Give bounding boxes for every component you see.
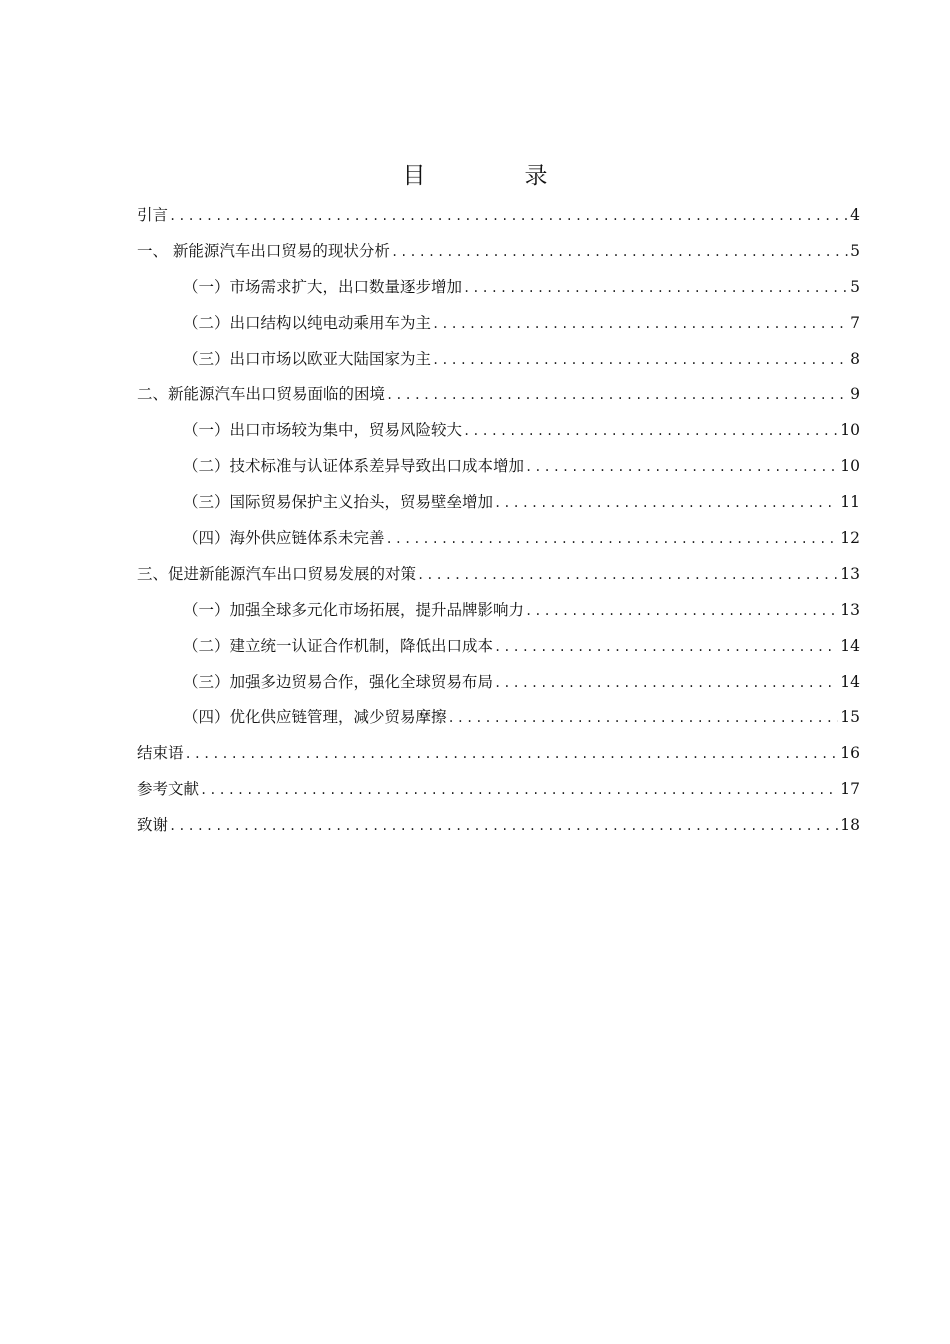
toc-entry[interactable] (137, 234, 860, 270)
toc-entry-page-number: 5 (850, 241, 860, 260)
toc-entry-page-number: 14 (840, 672, 860, 691)
toc-dot-leader (432, 343, 848, 379)
toc-entry-page-number: 10 (840, 421, 860, 440)
toc-dot-leader (448, 701, 839, 737)
toc-entry-page-number: 8 (850, 349, 860, 368)
toc-entry[interactable] (137, 377, 860, 413)
toc-entry-label: （三）加强多边贸易合作，强化全球贸易布局 (183, 672, 494, 691)
toc-entry[interactable] (137, 270, 860, 306)
toc-dot-leader (169, 199, 848, 235)
toc-entry-label: 引言 (137, 206, 169, 224)
toc-entry-label: （四）海外供应链体系未完善 (183, 529, 385, 548)
toc-dot-leader (463, 414, 838, 450)
toc-entry-page-number: 4 (850, 206, 860, 224)
toc-entry-page-number: 11 (840, 493, 860, 512)
toc-entry-label: 三、促进新能源汽车出口贸易发展的对策 (137, 564, 417, 583)
toc-dot-leader (417, 558, 838, 594)
toc-entry[interactable] (137, 198, 860, 234)
toc-dot-leader (525, 450, 838, 486)
toc-entry-label: （三）国际贸易保护主义抬头，贸易壁垒增加 (183, 493, 494, 512)
toc-entry-page-number: 17 (840, 780, 860, 799)
toc-entry-label: （三）出口市场以欧亚大陆国家为主 (183, 349, 432, 368)
toc-entry[interactable] (137, 306, 860, 342)
toc-entry-page-number: 9 (850, 385, 860, 404)
toc-entry-label: （一）加强全球多元化市场拓展，提升品牌影响力 (183, 600, 525, 619)
toc-entry-label: （二）技术标准与认证体系差异导致出口成本增加 (183, 457, 525, 476)
toc-dot-leader (185, 737, 839, 773)
toc-entry[interactable] (137, 665, 860, 701)
toc-entry-page-number: 5 (850, 277, 860, 296)
toc-entry[interactable] (137, 772, 860, 808)
toc-dot-leader (386, 378, 848, 414)
toc-entry[interactable] (137, 736, 860, 772)
toc-dot-leader (463, 271, 848, 307)
toc-entry[interactable] (137, 342, 860, 378)
toc-entry-label: （一）市场需求扩大，出口数量逐步增加 (183, 277, 463, 296)
toc-entry-label: 结束语 (137, 744, 184, 763)
page-title: 目 录 (402, 163, 586, 190)
toc-entry-page-number: 12 (840, 529, 860, 548)
toc-entry[interactable] (137, 593, 860, 629)
toc-entry[interactable] (137, 485, 860, 521)
toc-entry[interactable] (137, 449, 860, 485)
toc-entry-page-number: 13 (840, 600, 860, 619)
toc-dot-leader (494, 486, 838, 522)
toc-entry-label: （二）建立统一认证合作机制，降低出口成本 (183, 636, 494, 655)
toc-entry[interactable] (137, 521, 860, 557)
toc-dot-leader (525, 594, 838, 630)
toc-dot-leader (432, 307, 848, 343)
toc-entry[interactable] (137, 413, 860, 449)
toc-dot-leader (494, 666, 838, 702)
toc-dot-leader (391, 235, 848, 271)
toc-dot-leader (200, 773, 838, 809)
toc-entry[interactable] (137, 557, 860, 593)
toc-entry-label: 致谢 (137, 816, 169, 835)
toc-entry-page-number: 13 (840, 564, 860, 583)
toc-dot-leader (386, 522, 839, 558)
toc-entry-page-number: 16 (840, 744, 860, 763)
toc-entry-label: （二）出口结构以纯电动乘用车为主 (183, 313, 432, 332)
toc-entry-label: （四）优化供应链管理，减少贸易摩擦 (183, 708, 447, 727)
toc-entry-page-number: 15 (840, 708, 860, 727)
toc-entry-label: 二、新能源汽车出口贸易面临的困境 (137, 385, 386, 404)
table-of-contents (137, 198, 860, 844)
toc-entry[interactable] (137, 629, 860, 665)
toc-entry[interactable] (137, 808, 860, 844)
toc-entry-label: 一、 新能源汽车出口贸易的现状分析 (137, 241, 390, 260)
toc-entry-page-number: 18 (840, 816, 860, 835)
toc-entry-page-number: 7 (850, 313, 860, 332)
toc-entry-page-number: 10 (840, 457, 860, 476)
toc-entry[interactable] (137, 700, 860, 736)
toc-dot-leader (494, 630, 838, 666)
toc-dot-leader (169, 809, 838, 845)
toc-entry-label: （一）出口市场较为集中，贸易风险较大 (183, 421, 463, 440)
toc-entry-page-number: 14 (840, 636, 860, 655)
toc-entry-label: 参考文献 (137, 780, 200, 799)
